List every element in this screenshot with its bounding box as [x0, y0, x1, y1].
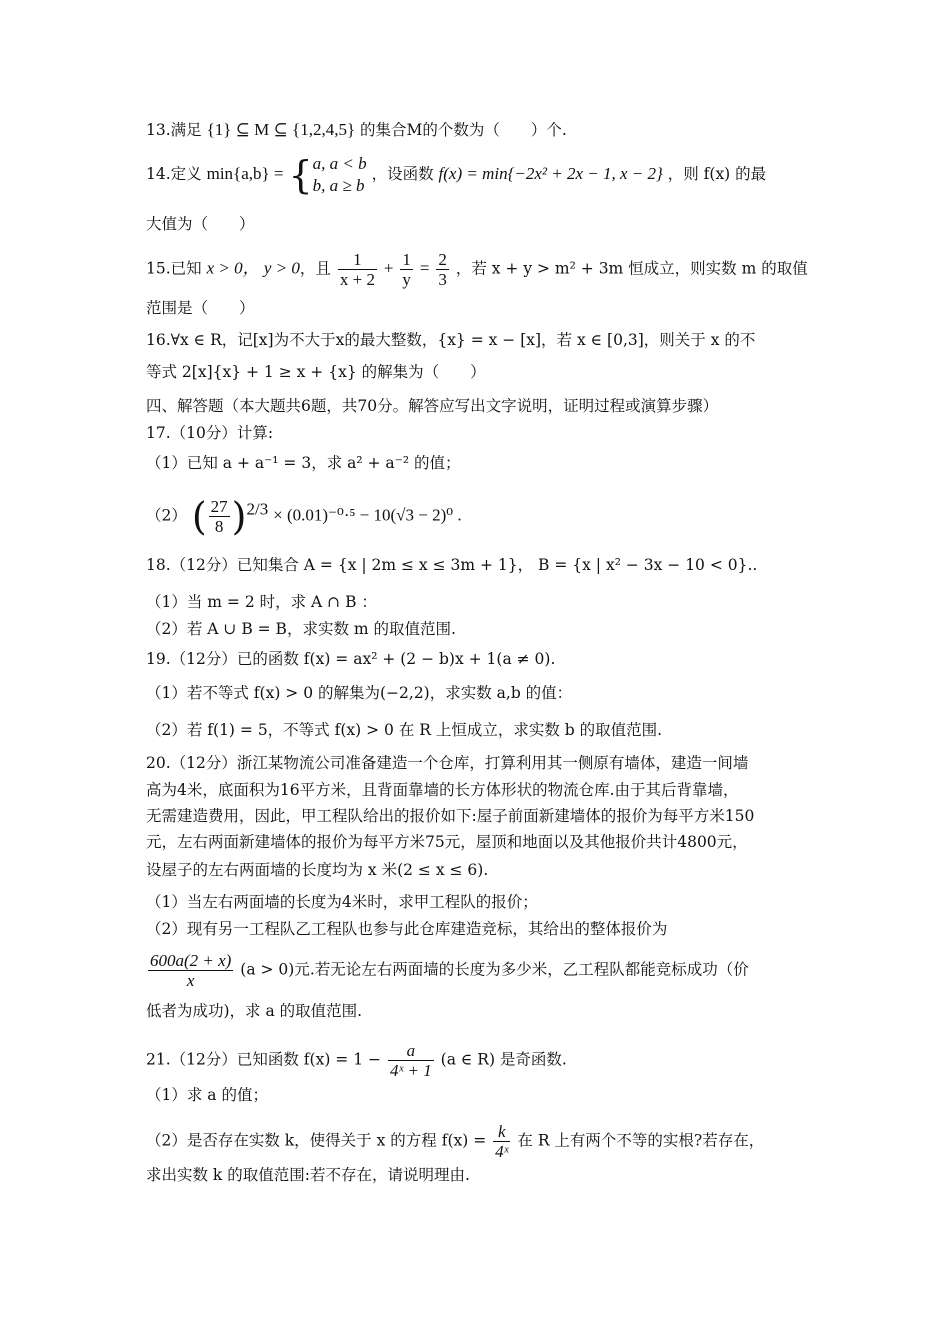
question-18: 18.（12分）已知集合 A = {x | 2m ≤ x ≤ 3m + 1}， B = {x | x² − 3x − 10 < 0}.. — [146, 556, 758, 574]
question-16-cont: 等式 2[x]{x} + 1 ≥ x + {x} 的解集为（ ） — [146, 363, 486, 381]
question-20: 20.（12分）浙江某物流公司准备建造一个仓库，打算利用其一侧原有墙体，建造一间墙 — [146, 754, 749, 772]
question-20-part-2: （2）现有另一工程队乙工程队也参与此仓库建造竞标，其给出的整体报价为 — [146, 920, 668, 938]
fraction: $\frac{1}{x + 2}$ — [339, 250, 375, 289]
question-13: 13.满足 {1} ⊆ M ⊆ {1,2,4,5} 的集合M的个数为（ ）个. — [146, 120, 567, 139]
question-17-part-2: （2） ( $\frac{27}{8}$ )$^{2/3}$ × (0.01)⁻⁰·⁵ − 10(√3 − 2)⁰ . — [146, 494, 462, 539]
question-14-cont: 大值为（ ） — [146, 215, 255, 233]
question-16: 16.∀x ∈ R，记[x]为不大于x的最大整数，{x} = x − [x]，若 x ∈ [0,3]，则关于 x 的不 — [146, 331, 756, 349]
fraction: $\frac{2}{3}$ — [438, 250, 447, 289]
fraction: $\frac{600a(2 + x)}{x}$ — [150, 951, 232, 990]
fraction: $\frac{1}{y}$ — [402, 250, 411, 289]
question-19: 19.（12分）已的函数 f(x) = ax² + (2 − b)x + 1(a ≠ 0). — [146, 650, 556, 668]
fraction: $\frac{a}{\text{4ˣ + 1}}$ — [389, 1041, 432, 1080]
question-14: 14.定义 min{a,b} = { a, a < b b, a ≥ b ，设函数 f(x) = min{−2x² + 2x − 1, x − 2} ，则 f(x) 的最 — [146, 153, 767, 197]
question-18-part-2: （2）若 A ∪ B = B，求实数 m 的取值范围. — [146, 620, 456, 638]
question-21-part-2-end: 求出实数 k 的取值范围:若不存在，请说明理由. — [146, 1166, 470, 1184]
question-15: 15.已知 x > 0， y > 0，且 $\frac{1}{x + 2}$ + $\frac{1}{y}$ = $\frac{2}{3}$ ，若 x + y > m² + 3m 恒成立，则实数 m 的取值 — [146, 250, 808, 289]
question-20-part-2-cont: $\frac{600a(2 + x)}{x}$ (a > 0)元.若无论左右两面墙的长度为多少米，乙工程队都能竞标成功（价 — [150, 951, 749, 990]
fraction: $\frac{k}{\text{4ˣ}}$ — [495, 1122, 509, 1161]
question-20-part-1: （1）当左右两面墙的长度为4米时，求甲工程队的报价； — [146, 893, 538, 911]
question-21-part-2: （2）是否存在实数 k，使得关于 x 的方程 f(x) = $\frac{k}{\text{4ˣ}}$ 在 R 上有两个不等的实根?若存在， — [146, 1122, 765, 1161]
question-20-line-5: 设屋子的左右两面墙的长度均为 x 米(2 ≤ x ≤ 6). — [146, 861, 489, 879]
question-18-part-1: （1）当 m = 2 时，求 A ∩ B ： — [146, 593, 377, 611]
fraction: $\frac{27}{8}$ — [210, 497, 228, 536]
question-19-part-1: （1）若不等式 f(x) > 0 的解集为(−2,2)，求实数 a,b 的值： — [146, 684, 573, 702]
question-19-part-2: （2）若 f(1) = 5，不等式 f(x) > 0 在 R 上恒成立，求实数 b 的取值范围. — [146, 721, 663, 739]
question-20-line-4: 元，左右两面新建墙体的报价为每平方米75元，屋顶和地面以及其他报价共计4800元， — [146, 833, 748, 851]
section-heading: 四、解答题（本大题共6题，共70分。解答应写出文字说明，证明过程或演算步骤） — [146, 397, 719, 415]
question-20-line-3: 无需建造费用，因此，甲工程队给出的报价如下:屋子前面新建墙体的报价为每平方米150 — [146, 807, 755, 825]
question-21-part-1: （1）求 a 的值； — [146, 1086, 268, 1104]
question-17-part-1: （1）已知 a + a⁻¹ = 3，求 a² + a⁻² 的值； — [146, 454, 461, 472]
question-21: 21.（12分）已知函数 f(x) = 1 − $\frac{a}{\text{4ˣ + 1}}$ (a ∈ R) 是奇函数. — [146, 1041, 567, 1080]
question-17: 17.（10分）计算: — [146, 424, 274, 442]
piecewise-cases: a, a < b b, a ≥ b — [312, 154, 367, 195]
question-20-part-2-end: 低者为成功)，求 a 的取值范围. — [146, 1002, 363, 1020]
question-20-line-2: 高为4米，底面积为16平方米，且背面靠墙的长方体形状的物流仓库.由于其后背靠墙， — [146, 781, 739, 799]
question-15-cont: 范围是（ ） — [146, 299, 255, 317]
